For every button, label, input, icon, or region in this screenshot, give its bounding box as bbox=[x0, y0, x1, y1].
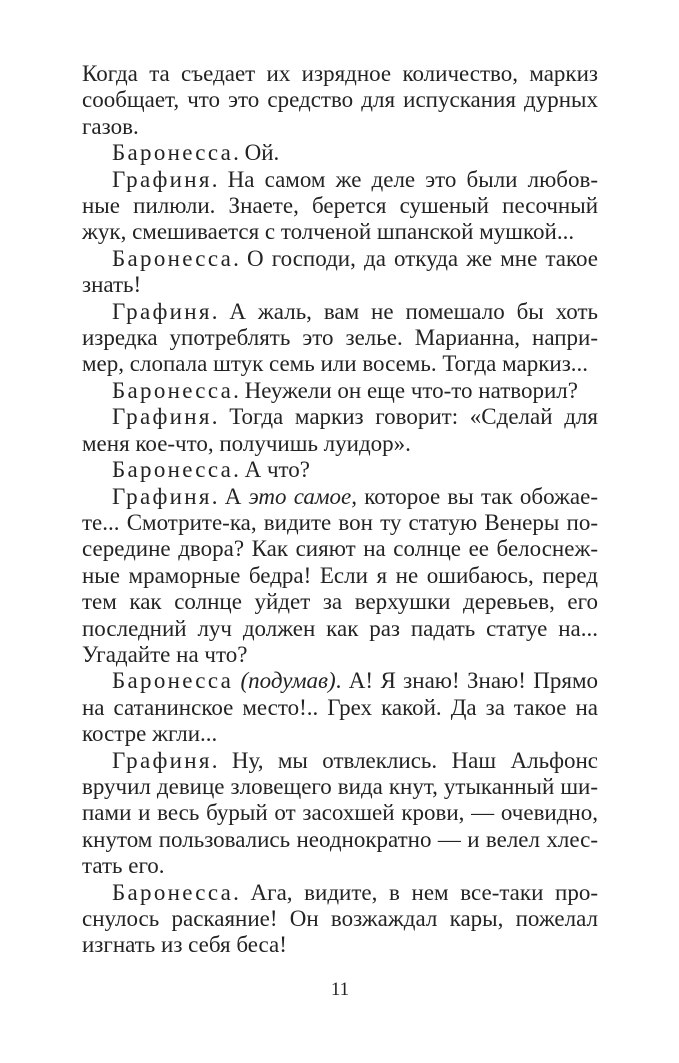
speaker-name: Баронесса bbox=[112, 668, 234, 694]
text-line bbox=[82, 563, 598, 589]
text-line bbox=[82, 404, 598, 430]
paragraph bbox=[82, 299, 598, 378]
text-line bbox=[82, 800, 598, 826]
paragraph bbox=[82, 748, 598, 880]
text-run: . Ну, мы отвлеклись. Наш Альфонс bbox=[211, 747, 598, 773]
text-run: ные мраморные бедра! Если я не ошибаюсь, перед bbox=[82, 562, 598, 588]
text-run: снулось раскаяние! Он возжаждал кары, пожелал bbox=[82, 906, 598, 931]
text-run: мер, слопала штук семь или восемь. Тогда маркиз... bbox=[82, 351, 589, 377]
stage-direction-italic: (подумав) bbox=[240, 668, 336, 694]
text-run: последний луч должен как раз падать статуе на... bbox=[82, 615, 598, 641]
text-run: изгнать из себя беса! bbox=[82, 932, 287, 958]
text-line bbox=[82, 140, 598, 166]
text-run: тать его. bbox=[82, 853, 165, 879]
text-run: меня кое-что, получишь луидор». bbox=[82, 430, 411, 456]
text-line bbox=[82, 325, 598, 351]
text-line bbox=[82, 457, 598, 483]
text-run: знать! bbox=[82, 272, 142, 298]
text-run: жук, смешивается с толченой шпанской мушкой... bbox=[82, 219, 575, 245]
text-line bbox=[82, 87, 598, 113]
paragraph bbox=[82, 140, 598, 166]
paragraph bbox=[82, 246, 598, 299]
text-line bbox=[82, 193, 598, 219]
text-line bbox=[82, 536, 598, 562]
text-line bbox=[82, 668, 598, 694]
speaker-name: Графиня bbox=[112, 298, 212, 324]
paragraph bbox=[82, 404, 598, 457]
text-line bbox=[82, 616, 598, 642]
text-line bbox=[82, 431, 598, 457]
text-run: . Неужели он еще что-то натворил? bbox=[233, 377, 578, 403]
text-run: . А что? bbox=[233, 457, 311, 483]
text-run: тем как солнце уйдет за верхушки деревьев, его bbox=[82, 589, 598, 615]
text-line bbox=[82, 827, 598, 853]
speaker-name: Баронесса bbox=[112, 457, 234, 483]
paragraph bbox=[82, 167, 598, 246]
text-run: сообщает, что это средство для испускания дурных bbox=[82, 87, 598, 113]
text-run: вручил девице зловещего вида кнут, утыканный ши- bbox=[82, 773, 598, 799]
text-line bbox=[82, 932, 598, 958]
speaker-name: Графиня bbox=[112, 404, 212, 430]
text-run: газов. bbox=[82, 113, 139, 139]
speaker-name: Баронесса bbox=[112, 140, 234, 166]
text-run: . А жаль, вам не помешало бы хоть bbox=[211, 298, 598, 324]
stage-direction-italic: это самое, bbox=[248, 483, 358, 509]
text-line bbox=[82, 642, 598, 668]
text-line bbox=[82, 484, 598, 510]
text-run: . Ой. bbox=[233, 140, 280, 166]
text-line bbox=[82, 906, 598, 932]
text-line bbox=[82, 510, 598, 536]
text-run: Угадайте на что? bbox=[82, 641, 248, 667]
text-line bbox=[82, 299, 598, 325]
speaker-name: Графиня bbox=[112, 166, 212, 192]
paragraph bbox=[82, 668, 598, 747]
paragraph bbox=[82, 61, 598, 140]
speaker-name: Графиня bbox=[112, 747, 212, 773]
text-run: на сатанинское место!.. Грех какой. Да за такое на bbox=[82, 694, 598, 720]
text-line bbox=[82, 695, 598, 721]
text-line bbox=[82, 167, 598, 193]
speaker-name: Баронесса bbox=[112, 245, 234, 271]
text-run: середине двора? Как сияют на солнце ее белоснеж- bbox=[82, 536, 598, 562]
text-run: . А! Я знаю! Знаю! Прямо bbox=[335, 668, 599, 694]
paragraph bbox=[82, 378, 598, 404]
text-line bbox=[82, 114, 598, 140]
text-line bbox=[82, 351, 598, 377]
paragraph bbox=[82, 880, 598, 959]
speaker-name: Баронесса bbox=[112, 879, 234, 905]
page-number: 11 bbox=[330, 979, 350, 1000]
text-run: . А bbox=[211, 483, 249, 509]
text-line bbox=[82, 272, 598, 298]
paragraph bbox=[82, 484, 598, 669]
text-run: Когда та съедает их изрядное количество, маркиз bbox=[82, 61, 598, 86]
text-run: кнутом пользовались неоднократно — и велел хлес- bbox=[82, 826, 598, 852]
text-line bbox=[82, 219, 598, 245]
text-run: . Тогда маркиз говорит: «Сделай для bbox=[211, 404, 598, 430]
text-line bbox=[82, 880, 598, 906]
text-run: пами и весь бурый от засохшей крови, — очевидно, bbox=[82, 800, 598, 826]
text-run: которое вы так обожае- bbox=[357, 483, 598, 509]
text-run: . О господи, да откуда же мне такое bbox=[233, 245, 598, 271]
text-run: костре жгли... bbox=[82, 721, 218, 747]
text-run: те... Смотрите-ка, видите вон ту статую Венеры по- bbox=[82, 509, 598, 535]
text-line bbox=[82, 774, 598, 800]
text-run: изредка употреблять это зелье. Марианна, напри- bbox=[82, 325, 598, 351]
text-block bbox=[82, 61, 598, 959]
text-line bbox=[82, 721, 598, 747]
speaker-name: Графиня bbox=[112, 483, 212, 509]
text-line bbox=[82, 378, 598, 404]
speaker-name: Баронесса bbox=[112, 377, 234, 403]
text-line bbox=[82, 61, 598, 87]
text-line bbox=[82, 589, 598, 615]
text-run bbox=[233, 668, 240, 693]
text-run: . На самом же деле это были любов- bbox=[211, 166, 598, 192]
text-run: . Ага, видите, в нем все-таки про- bbox=[233, 879, 598, 905]
text-line bbox=[82, 748, 598, 774]
text-run: ные пилюли. Знаете, берется сушеный песочный bbox=[82, 193, 598, 219]
paragraph bbox=[82, 457, 598, 483]
text-line bbox=[82, 853, 598, 879]
text-line bbox=[82, 246, 598, 272]
